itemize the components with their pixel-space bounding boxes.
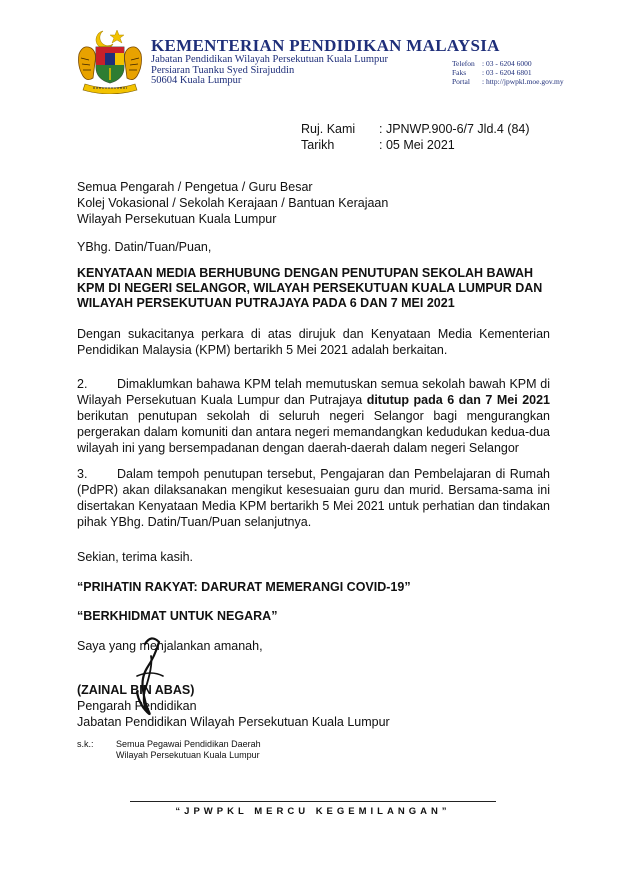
amanah-text: Saya yang menjalankan amanah,: [77, 639, 263, 653]
address-line: Persiaran Tuanku Syed Sirajuddin: [151, 64, 295, 76]
address-line: Jabatan Pendidikan Wilayah Persekutuan Kuala Lumpur: [151, 54, 389, 65]
tarikh-value: : 05 Mei 2021: [379, 138, 455, 152]
signatory-org: Jabatan Pendidikan Wilayah Persekutuan Kuala Lumpur: [77, 715, 390, 729]
subject-line: KPM DI NEGERI SELANGOR, WILAYAH PERSEKUTUAN KUALA LUMPUR DAN: [77, 281, 543, 295]
cc-line: Wilayah Persekutuan Kuala Lumpur: [116, 750, 260, 760]
signatory-block: [77, 682, 550, 730]
paragraph-text: berikutan penutupan sekolah di seluruh negeri Selangor bagi mengurangkan pergerakan dalam komuniti dan antara negeri memandangkan kedudukan kedua-dua wilayah ini yang bersempadanan dengan daerah-daerah dalam negeri Selangor: [77, 409, 550, 455]
recipient-block: [77, 179, 550, 227]
slogan-covid: “PRIHATIN RAKYAT: DARURAT MEMERANGI COVID-19”: [77, 580, 411, 594]
signatory-name: (ZAINAL BIN ABAS): [77, 683, 195, 697]
recipient-line: Wilayah Persekutuan Kuala Lumpur: [77, 212, 277, 226]
slogan-berkhidmat: “BERKHIDMAT UNTUK NEGARA”: [77, 609, 278, 623]
cc-block: [77, 739, 261, 761]
contact-portal: [452, 77, 564, 86]
tarikh-label: Tarikh: [301, 138, 335, 152]
footer-divider: [130, 801, 496, 802]
signatory-title: Pengarah Pendidikan: [77, 699, 197, 713]
subject-line: WILAYAH PERSEKUTUAN PUTRAJAYA PADA 6 DAN 7 MEI 2021: [77, 296, 455, 310]
paragraph-2: [77, 376, 550, 456]
intro-paragraph: Dengan sukacitanya perkara di atas dirujuk dan Kenyataan Media Kementerian Pendidikan Malaysia (KPM) bertarikh 5 Mei 2021 adalah berkaitan.: [77, 327, 550, 357]
subject-title: [77, 266, 557, 311]
contact-value: : 03 - 6204 6000: [482, 59, 532, 68]
letterhead-contacts: [452, 59, 564, 86]
closing-text: Sekian, terima kasih.: [77, 550, 194, 564]
contact-label: Faks: [452, 68, 467, 77]
reference-block: [301, 121, 530, 153]
paragraph-number: 2.: [77, 377, 88, 391]
letterhead-address: [151, 55, 388, 87]
paragraph-3: [77, 466, 550, 530]
contact-label: Portal: [452, 77, 470, 86]
ruj-value: : JPNWP.900-6/7 Jld.4 (84): [379, 122, 530, 136]
cc-label: s.k.:: [77, 739, 94, 749]
contact-label: Telefon: [452, 59, 475, 68]
contact-phone: [452, 59, 564, 68]
recipient-line: Semua Pengarah / Pengetua / Guru Besar: [77, 180, 313, 194]
subject-line: KENYATAAN MEDIA BERHUBUNG DENGAN PENUTUPAN SEKOLAH BAWAH: [77, 266, 534, 280]
paragraph-text: Dimaklumkan bahawa KPM telah memutuskan semua sekolah bawah KPM di Wilayah Persekutuan Kuala Lumpur dan Putrajaya: [77, 377, 550, 407]
contact-fax: [452, 68, 564, 77]
paragraph-number: 3.: [77, 467, 88, 481]
contact-value: : http://jpwpkl.moe.gov.my: [482, 77, 564, 86]
ruj-label: Ruj. Kami: [301, 122, 356, 136]
paragraph-text: Dalam tempoh penutupan tersebut, Pengajaran dan Pembelajaran di Rumah (PdPR) akan dilaksanakan mengikut kesesuaian guru dan murid. Bersama-sama ini disertakan Kenyataan Media KPM bertarikh 5 Mei 2021 untuk perhatian dan tindakan pihak YBhg. Datin/Tuan/Puan selanjutnya.: [77, 467, 550, 529]
coat-of-arms-logo: [75, 28, 145, 94]
recipient-line: Kolej Vokasional / Sekolah Kerajaan / Bantuan Kerajaan: [77, 196, 389, 210]
footer-motto: “JPWPKL MERCU KEGEMILANGAN”: [175, 806, 451, 817]
paragraph-emphasis: ditutup pada 6 dan 7 Mei 2021: [366, 393, 550, 407]
address-line: 50604 Kuala Lumpur: [151, 75, 242, 86]
reference-ruj: [301, 121, 530, 137]
ministry-name: KEMENTERIAN PENDIDIKAN MALAYSIA: [151, 36, 500, 55]
reference-tarikh: [301, 137, 530, 153]
salutation: YBhg. Datin/Tuan/Puan,: [77, 240, 212, 254]
contact-value: : 03 - 6204 6801: [482, 68, 532, 77]
cc-line: Semua Pegawai Pendidikan Daerah: [116, 739, 261, 749]
